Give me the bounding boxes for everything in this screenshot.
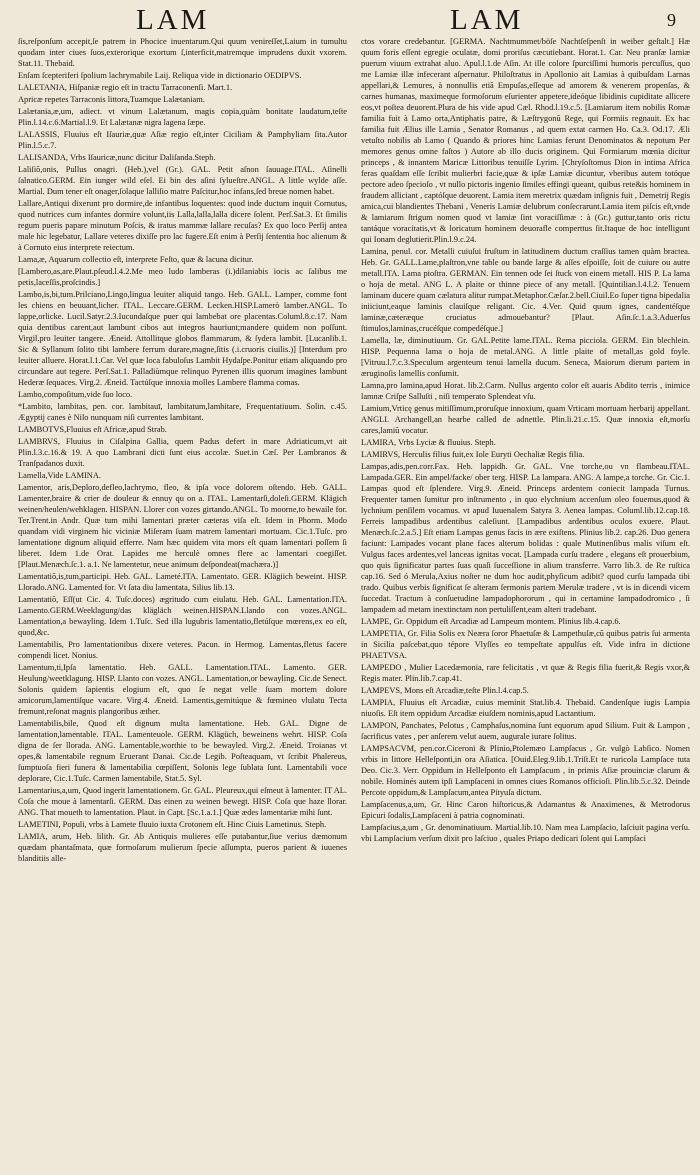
dictionary-entry: Lamentatiõ, Eſſ(ut Cic. 4. Tuſc.doces) ægritudo cum eiulatu. Heb. GAL. Lamentation.ITA. Lamento.GERM.Weeklagung/das klägläch weinen.HISPAN.Llando con vozes.ANGL. Lamentation,a bewayling. Idem 1.Tuſc. Sed illa lugubris lamentatio,fletúſque mœrens,ex eo eſt, quod,&c. [18,595,347,637]
dictionary-entry: Lamentum,ti,Ipſa lamentatio. Heb. GALL. Lamentation.ITAL. Lamento. GER. Heulung/weetklagung. HISP. Llanto con vozes. ANGL. Lamentation,or bewayling. Cic.de Senect. Solonis quidem ſapientis elogium eſt, quo ſe negat velle ſuam mortem dolore amicorum,lamentiſque vacare. Virg.4. Æneid. Lamentis,gemitúque & fœmineo vlulatu Tecta fremunt,reſonat magnis plangoribus æther. [18,663,347,716]
two-column-body [18,36,690,1166]
header-word-left: LAM [136,4,210,36]
dictionary-entry: Lambo,compoſitum,vide ſuo loco. [18,390,133,399]
dictionary-entry: Lambo,is,bi,tum.Prilciano,Lingo,lingua leuiter aliquid tango. Heb. GALL. Lamper, comme font les chiens en beuuant,licher. ITAL. Leccare.GERM. Lecken.HISP.Lamerò lamber.ANGL. To lappe,orlicke. Lucil.Satyr.2.3.Iucundaſque puer qui lambebat ore placentas.Columl.8.c.17. Nam quia dentibus carent,aut lambunt cibos aut integros hauriunt;mandere quidem non poſſunt. Virgil.pro leuiter tangere. Æneid. Attollitque globos flammarum, & ſydera lambit. [Lucanlib.1. Sic & Syllanum ſolito tibi lambere ferrum durare,magne,ſitis (.i.cruoris ciuilis.)] [Interdum pro leuiter alluere. Horat.l.1.Car. Vel quæ loca fabuloſus Lambit Hydaſpe.Ponitur etiam aliquando pro circundare aut tegere. Perſ.Sat.1. Palladiùmque relinquo Pyrenen illis quorum imagines lambunt Hederæ ſequaces. Virg.2. Æneid. Tactúſque innoxia molles Lambere flamma comas. [18,290,347,387]
dictionary-entry: Lampſacius,a,um , Gr. denominatiuum. Martial.lib.10. Nam mea Lampſacio, laſciuit pagina verſu. vbi Lampſacium verſum dixit pro laſciuo , quales Priapo dedicari ſolent qui Lampſaci [361,823,690,843]
dictionary-entry: LAMBRVS, Fluuius in Ciſalpina Gallia, quem Padus defert in mare Adriaticum,vt ait Plin.l.3.c.16.& 19. A quo Lambrani dicti ſunt eius accolæ. Suet.in Cæſ. Per Lambranos & Tranſpadanos duxit. [18,437,347,468]
right-column [361,36,690,1166]
dictionary-entry: LAMIA, arum, Heb. lilith. Gr. Ab Antiquis mulieres eſſe putabantur,ſiue verius dæmonum quædam phantaſmata, quæ formoſarum mulierum ſpecie aſſumpta, pueros parient & iuuenes blanditiis alle- [18,832,347,863]
dictionary-entry: *Lambito, lambitas, pen. cor. lambitauī, lambitatum,lambitare, Frequentatiuum. Solin. c.45. Ægyptij canes è Nilo nunquam niſi currentes lambitant. [18,402,347,422]
dictionary-entry: LAMIRVS, Herculis filius fuit,ex Iole Euryti Oechaliæ Regis filia. [361,450,585,459]
dictionary-entry: Lamentarius,a,um, Quod ingerit lamentationem. Gr. GAL. Pleureux,qui eſmeut à lamenter. IT AL. Coſa che moue à lamentarſi. GERM. Das einen zu weinen bewegt. HISP. Coſa que haze llorar. ANG. That moueth to lamentation. Plaut. in Capt. [Sc.1.a.1.] Quæ ædes lamentariæ mihi ſunt. [18,786,347,817]
dictionary-entry: Lamentatiõ,is,tum,participi. Heb. GAL. Lameté.ITA. Lamentato. GER. Klägiich beweint. HISP. Llorado.ANG. Lamented for. Vt ſata diu lamentata, Silius lib.13. [18,572,347,592]
running-header [18,6,690,36]
dictionary-entry: ſis,reſponſum accepit,ſe patrem in Phocice inuentarum.Qui quum venireſſet,Laium in tumultu quodam inter ciues ſuos,exterorique exortum ſ,interficit,matremque imprudens duxit vxorem. Stat.11. Thebaid. [18,37,347,68]
dictionary-entry: Lama,æ, Aquarum collectio eſt, interprete Feſto, quæ & lacuna dicitur. [18,255,254,264]
dictionary-entry: LAMPIA, Fluuius eſt Arcadiæ, cuius meminit Stat.lib.4. Thebaid. Candenſque iugis Lampia niuoſis. Eſt item oppidum Arcadiæ eiuſdem nominis,apud Lactantium. [361,698,690,718]
dictionary-entry: Apricæ repetes Tarraconis littora,Tuamque Lalætaniam. [18,95,205,104]
dictionary-entry: LAMIRA, Vrbs Lyciæ & fluuius. Steph. [361,438,496,447]
dictionary-entry: Lamentabilis, Pro lamentationibus dixere veteres. Pacun. in Hermog. Lamentas,fletus facere compendi licet. Nonius. [18,640,347,660]
dictionary-entry: Lampſacenus,a,um, Gr. Hinc Caron hiſtoricus,& Adamantus & Anaximenes, & Metrodorus Epicuri ſodalis,Lampſaceni à patria cognominati. [361,800,690,820]
dictionary-entry: Lamella, læ, diminutiuum. Gr. GAL.Petite lame.ITAL. Rema picciola. GERM. Ein blechlein. HISP. Pequenna lama o hoja de metal.ANG. A little plaite of metall,as gold foyle. [Vitruu.l.7.c.3.Speculum argenteum tenui lamella ducum. Seneca, Maiorum dierum partem in æruginoſis lamellis conſumit. [361,336,690,378]
dictionary-entry: LAMPEVS, Mons eſt Arcadiæ,teſte Plin.l.4.cap.5. [361,686,529,695]
header-word-right: LAM [450,4,524,36]
dictionary-entry: LAMETINI, Populi, vrbs à Lamete fluuio iuxta Crotonem eſt. Hinc Ciuis Lametinus. Steph. [18,820,327,829]
dictionary-entry: Lamella,Vide LAMINA. [18,471,101,480]
dictionary-entry: Lallare,Antiqui dixerunt pro dormire,de infantibus loquentes: quod inde ductum inquit Cornutus, quod nutrices cum infantes dormire volunt,iis Lalla,lalla,lalla dicere ſolent. Perſ.Sat.3. Et ſimilis regum pueris papare minutum Poſcis, & iratus mammæ lallare recuſas? Ex quo loco Perſij antea male hic legebatur, Lallare veteres dixiſſe pro lac fugere.Eſt enim à Perſij ſententia hoc alienum & à Cornuto eius interprete reiectum. [18,199,347,252]
page-number: 9 [667,10,676,30]
dictionary-entry: Lamna,pro lamina,apud Horat. lib.2.Carm. Nullus argento color eſt auaris Abdito terris , inimice lamnæ Criſpe Salluſti , niſi temperato Splendeat vſu. [361,381,690,401]
dictionary-entry: LALASSIS, Fluuius eſt Iſauriæ,quæ Aſiæ regio eſt,inter Ciciliam & Pamphyliam ſita.Autor Plin.l.5.c.7. [18,130,347,150]
dictionary-entry: LAMBOTVS,Fluuius eſt Africæ,apud Strab. [18,425,167,434]
dictionary-entry: Enſam ſcepteriferi ſpolium lachrymabile Laij. Reliqua vide in dictionario OEDIPVS. [18,71,302,80]
dictionary-entry: LALISANDA, Vrbs Iſauricæ,nunc dicitur Daliſanda.Steph. [18,153,216,162]
dictionary-entry: LAMPSACVM, pen.cor.Ciceroni & Plinio,Ptolemæo Lampſacus , Gr. vulgò Labſico. Nomen vrbis in littore Helleſponti,in ora Aſiatica. [Ouid.Eleg.9.lib.1.Triſt.Et te ruricola Lampſace tuta Deo. Cic.3. Verr. Oppidum in Helleſponto eſt Lampſacum , in primis Aſiæ prouinciæ clarum & nobile. Hominés autem ipſi Lampſaceni in omnes ciues Romanos officioſi. Plin.lib.5.c.32. Deinde Percote oppidum,& Lampſacum,antea Pityuſa dictum. [361,744,690,797]
dictionary-entry: [Lambero,as,are.Plaut.pſeud.l.4.2.Me meo ludo lamberas (i.)dilaniabis iocis ac ſalibus me petis,laceſſis,proſcindis.] [18,267,347,287]
dictionary-entry: Lalætania,æ,um, adiect. vt vinum Lalætanum, magis copia,quàm bonitate laudatum,teſte Plin.l.14.c.6.Martial.l.9. Et Lalætanæ nigra lagena ſæpe. [18,107,347,127]
dictionary-entry: LAMPEDO , Mulier Lacedæmonia, rare felicitatis , vt quæ & Regis filia fuerit,& Regis vxor,& Regis mater. Plin.lib.7.cap.41. [361,663,690,683]
dictionary-entry: LALETANIA, Hiſpaniæ regio eſt in tractu Tarraconenſi. Mart.1. [18,83,233,92]
dictionary-entry: LAMPETIA, Gr. Filia Solis ex Neæra ſoror Phaetuſæ & Lampethuſæ,cũ quibus patris ſui armenta in Sicilia paſcebat,quo tépore Vlyſſes eo tempeſtate appulſus eſt. Vide infra in dictione PHAETVSA. [361,629,690,660]
dictionary-entry: Laliſiõ,onis, Pullus onagri. (Heb.),vel (Gr.). GAL. Petit aſnon ſauuage.ITAL. Aſinelli ſalnatico.GERM. Ein iunger wild eſel. Ei bin des aſini ſylueſtre.ANGL. A little wylde aſſe. Martial. Dum tener eſt onager,ſolaque lalliſio matre Paſcitur,hoc infans,ſed breue nomen habet. [18,165,347,196]
dictionary-entry: ctos vorare credebantur. [GERMA. Nachtmummet/böſe Nachtſeſpenſt in weiber geſtalt.] Hæ quum foris eſſent egregie oculatæ, domi proriſus cæcutiebant. Horat.1. Car. Neu pranſæ lamiæ puerum viuum extrahat aluo. Apul.l.1.de Aſin. At ille colore ſpurciſſimi humoris percuſſus, quo me Lamiæ illæ infecerant aſpernatur. Philoſtratus in Apollonio ait Lamias à quibuſdam Larnas appellari,& Lemures, à nonnullis etiã Empuſas,eſſeque ad amorem & venerem propenſas, & carnes humanas, maximeque formoſorum eſurienter appetere,ideóque libidinis cupiditate allicere eos,vt poſtea deuorent.Plura de his vide apud Cæl. Rhod.l.19.c.5. [Lamiarum item nobilis Romæ familia fuit à Lamo orta,Antiphatis patre, & Læſtrygonũ Rege, qui Formiis regnauit. Ex hac familia fuit Ælius ille Lamia , Senator Romanus , ad quem extat carmen Ho. Ca.3. Od.17. Æli vetuſto nobilis ab Lamo ( Quando & priores hinc Lamias ferunt Denominatos & nepotum Per memores genus omne faſtos ) Autore ab illo ducis originem. Qui Formiarum mœnia dicitur princeps , & innantem Maricæ Littoribus tenuiſſe Lyrim. [Chryſoſtomus Dion in intima Africa feras quaſdam eſſe ſcribit mulierbri facie,quæ & ipſæ Lamiæ dicuntur, vberibus autem totóque pectore adeo ſpecioſo , vt nullo pictoris ingenio ſimiles effingi queant, quibus rete&is hominem in fraudem alliciant , captóſque deuorent. Lamia item meretrix quædam inſignis fuit , Demetrij Regis amica,cui blandientes Thebani , Veneris Lamiæ delubrum conſecrarunt.Lamia item piſcis eſt,vnde & lamiarum ſtrigum nomen quod vt lamiæ ſint voraciſſimæ : à (Gr.) guttur,tanto oris rictu tantáque voracitatis,vt & loricatum hominem deuorafle comperttus ſit.Itaque de hoc intelligunt qui Ionam deglutierit.Plin.l.9.c.24. [361,37,690,244]
dictionary-entry: Lamentabilis,bile, Quod eſt dignum multa lamentatione. Heb. GAL. Digne de lamentation,lamentable. ITAL. Lamenteuole. GERM. Klägüch, beweinens wehrt. HISP. Coſa digna de ſer llorada. ANG. Lamentable,worthie to be bewayled. Virg.2. Æneid. Troianas vt opes,& lamentabile regnum Eruerant Danai. Cic.de Legib. Poſteaquam, vt ſcribit Phalereus, ſumptuoſa fieri funera & lamentabilia cœpiſſent, Solonis lege ſublata ſunt. Lamentabili voce deplorare, Cic.1.Tuſc. Carmen lamentabile, Stat.5. Syl. [18,719,347,783]
dictionary-entry: LAMPON, Panchates, Pelotus , Camphaſus,nomina ſunt equorum apud Silium. Fuit & Lampon , ſacrificus vates , per anſerem velut auem, augurale iurare ſolitus. [361,721,690,741]
dictionary-entry: Lamentor, aris,Deploro,defleo,lachrymo, fleo, & ipſa voce dolorem oſtendo. Heb. GALL. Lamenter,braire & crier de douleur & ennuy qu on a. ITAL. Lamentarſi,doleſi.GERM. Klägich weinen/heulen/wehklagen. HISPAN. Llorer con vozes girtando.ANGL. To moorne,to bewaile for. Ter.Trent.in Andr. Quæ tum mihi lamentari præter cæteras viſa eſt. Idem in Phorm. Modo quandam vidi virginem hic viciniæ Miſeram ſuam matrem lamentari mortuam. Cic.1.Tuſc. pro lamentatione dignum aliquid efferre. Nam hæc quidem vita mors eſt quam lamentari poſſem ſi liberet. Idem 1.de Orat. Lapides me herculè omnes flere ac lamentari coegiſſet. [Plaut.Menæch.ſc.1. a.1. Ne lamentetur, neue animum deſpondeat(machæra.)] [18,483,347,569]
dictionary-entry: Lamium,Vrticę genus mitiſſimum,proruſque innoxium, quam Vrticam mortuam herbarij appellant. ANGLI. Archangell,an hearbe called de adnettle. Plin.li.21.c.15. Quæ innoxia eſt,morſu cares,lamiũ vocatur. [361,404,690,435]
dictionary-entry: LAMPE, Gr. Oppidum eſt Arcadiæ ad Lampeum montem. Plinius lib.4.cap.6. [361,617,621,626]
dictionary-entry: Lampas,adis,pen.corr.Fax. Heb. lappidh. Gr. GAL. Vne torche,ou vn flambeau.ITAL. Lampada.GER. Ein ampel/facke/ ober terg. HISP. La lampara. ANG. A lampe,a torche. Gr. Cic.1. Lampas quod eſt ſplendere. Virg.9. Æneid. Princeps ardentem coniecit lampada Turnus. Frequenter tamen ſumitur pro inſtrumento , in quo elychnium accenſum oleo fouemus,quod & lychnium penſilem vocamus. vt apud Iuuenalem Satyra 3. Aenea lampas. Columl.lib.12.cap.18. Ferreis lampadibus ardentibus caleſiunt. [Lampadibus ardentibus oculos exuere. Plaut. Menæch.ſc.2.a.5.] Eſt etiam Lampas genus facis in ære exiſtens. Plinius lib.2. cap.26. Duo genera faciunt: Lampades vocant plane faces alterum bolidas : quale Mutinenſibus malis viſum eſt. Vulgus faces ardentes,vel lanceas ignitas vocat. [Lampada curſu tradere , elegans eſt prouerbium, quo quis ſignificatur partes ſuas quaſi ſucceſſione in alium transferre. Varro lib.3. de Re ruſtica cap.16. Sed ó Merula,Axius noſter ne dum hoc audit,phyſicum adibit? quod curſu lampada tibi trado. Quibus verbis ſignificat ſe alteram ſermonis partem Merulæ tradere , vt is in dicendi vicem ſuccedat. Tractum à conſuetudine lampadophororum , qui in certamine lampadodromico , ſi lampadem ad metam inextinctam non pertuliſſent,eam alteri tradebant. [361,462,690,614]
left-column [18,36,347,1166]
dictionary-entry: Lamina, penul. cor. Metalli cuiuſui fruſtum in latitudinem ductum craſſius tamen quàm bractea. Heb. Gr. GALL.Lame,plaſtron,vne table ou bande large & aſſes eſpoiſſe, ſoit de cuiure ou autre metall.ITA. Lama pioſtra. GERMAN. Ein tennen ode ſei ſtuck von einem metall. HIS P. La lama o hoja de metal. ANG L. A plaite or thinne piece of any metall. [Quintilian.l.4.l.2. Tenuem laminam ducere quam cælatura alitur rumpat.Metaphor.Cæſar.2.bell.Ciuil.Eo ſuper tigna bipedalia iniiciunt,eaque laminis clauiſque religant. Cic. 4.Ver. Quid quum ignes, candentéſque laminæ,cæteræque cruciatus admouebantur? [Plaut. Aſin.ſc.1.a.3.Aduerſus ſtimulos,laminas,crucéſque compedéſque.] [361,247,690,333]
